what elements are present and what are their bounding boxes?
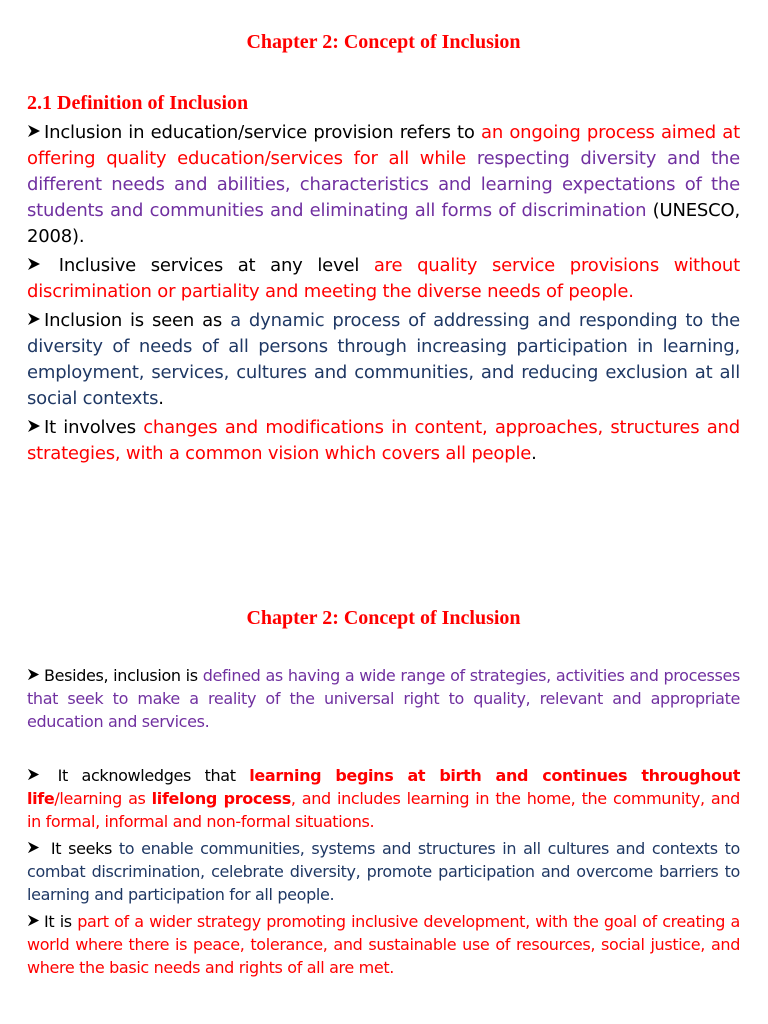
s2-bullet-1-lead: Besides, inclusion is [44, 666, 203, 685]
bullet-2-text-lead: Inclusive services at any level [44, 255, 374, 276]
section-heading: 2.1 Definition of Inclusion [27, 92, 249, 114]
arrowhead-bullet-icon [27, 768, 41, 781]
slide-1 [27, 28, 740, 470]
s2-bullet-3-lead: It seeks [44, 839, 119, 858]
s2-bullet-1-purple: defined as having a wide range of strategies, activities and processes that seek to make a reality of the universal right to quality, relevant and appropriate education and services. [27, 666, 740, 731]
slide-2-title: Chapter 2: Concept of Inclusion [246, 607, 521, 629]
bullet-3-text-lead: Inclusion is seen as [44, 310, 231, 331]
s2-bullet-2-bold-red-2: lifelong process [151, 789, 291, 808]
slide-2-bullet-2 [27, 764, 740, 833]
arrowhead-bullet-icon [27, 914, 41, 927]
arrowhead-bullet-icon [27, 419, 41, 433]
bullet-3-text-end: . [158, 388, 164, 409]
slide-2-bullet-4 [27, 910, 740, 979]
bullet-1-citation: (UNESCO, 2008). [27, 200, 741, 247]
bullet-4-text-lead: It involves [44, 417, 144, 438]
s2-bullet-3-navy: to enable communities, systems and structures in all cultures and contexts to combat discrimination, celebrate diversity, promote participation and overcome barriers to learning and participation for all people. [27, 839, 740, 904]
arrowhead-bullet-icon [27, 124, 41, 138]
arrowhead-bullet-icon [27, 257, 41, 271]
s2-bullet-4-lead: It is [44, 912, 78, 931]
slide-2-bullet-1 [27, 664, 740, 733]
bullet-4-text-red: changes and modifications in content, approaches, structures and strategies, with a common vision which covers all people [27, 417, 740, 464]
slide-2 [27, 604, 740, 979]
slide-2-bullet-3 [27, 837, 740, 906]
bullet-1-text-purple: respecting diversity and the different needs and abilities, characteristics and learning expectations of the students and communities and eliminating all forms of discrimination [27, 148, 741, 221]
s2-bullet-2-red-2: , and includes learning in the home, the community, and in formal, informal and non-formal situations. [27, 789, 740, 831]
bullet-3-text-navy: a dynamic process of addressing and responding to the diversity of needs of all persons through increasing participation in learning, employment, services, cultures and communities, and reducing exclusion at all social contexts [27, 310, 741, 409]
slide-1-bullet-1 [27, 120, 740, 250]
arrowhead-bullet-icon [27, 668, 41, 681]
bullet-2-text-red: are quality service provisions without discrimination or partiality and meeting the diverse needs of people. [27, 255, 740, 302]
s2-bullet-4-red: part of a wider strategy promoting inclusive development, with the goal of creating a world where there is peace, tolerance, and sustainable use of resources, social justice, and where the basic needs and rights of all are met. [27, 912, 740, 977]
bullet-1-text-lead: Inclusion in education/service provision refers to [44, 122, 482, 143]
bullet-4-text-end: . [531, 443, 537, 464]
slide-1-bullet-2 [27, 253, 740, 305]
slide-1-title: Chapter 2: Concept of Inclusion [246, 31, 521, 53]
slide-1-bullet-3 [27, 308, 740, 412]
slide-1-bullet-4 [27, 415, 740, 467]
bullet-1-text-red: an ongoing process aimed at offering quality education/services for all while [27, 122, 740, 169]
arrowhead-bullet-icon [27, 312, 41, 326]
arrowhead-bullet-icon [27, 841, 41, 854]
s2-bullet-2-red: /learning as [54, 789, 152, 808]
s2-bullet-2-bold-red: learning begins at birth and continues throughout life [27, 766, 741, 808]
s2-bullet-2-lead: It acknowledges that [44, 766, 250, 785]
